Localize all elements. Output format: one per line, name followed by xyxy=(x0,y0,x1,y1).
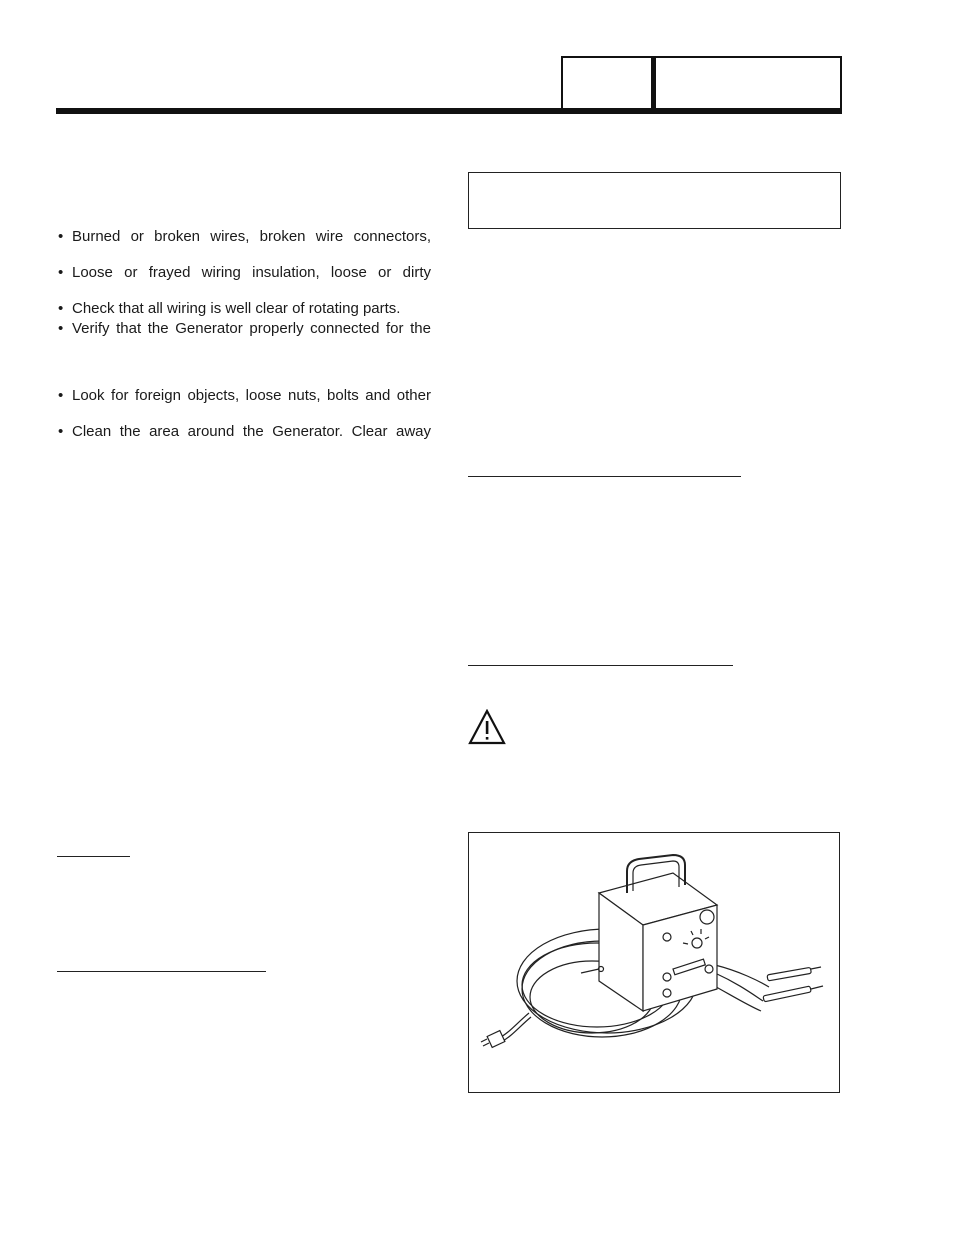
warning-triangle-icon xyxy=(468,709,506,745)
heading-underline xyxy=(468,665,733,666)
header-box-section xyxy=(561,56,653,110)
note-box xyxy=(468,172,841,229)
list-item xyxy=(58,264,431,282)
bullet-symbol: • xyxy=(58,423,64,440)
list-item xyxy=(58,320,431,338)
list-item-text: Burned or broken wires, broken wire connectors, xyxy=(72,228,431,245)
heading-underline xyxy=(468,476,741,477)
header-box-title xyxy=(653,56,842,110)
heading-underline xyxy=(57,971,266,972)
list-item-text: Clean the area around the Generator. Clear away xyxy=(72,423,431,440)
bullet-symbol: • xyxy=(58,300,64,317)
heading-underline xyxy=(57,856,130,857)
bullet-symbol: • xyxy=(58,228,64,245)
list-item-text: Look for foreign objects, loose nuts, bolts and other xyxy=(72,387,431,404)
bullet-symbol: • xyxy=(58,320,64,337)
list-item-text: Loose or frayed wiring insulation, loose or dirty xyxy=(72,264,431,281)
list-item xyxy=(58,300,431,318)
bullet-symbol: • xyxy=(58,264,64,281)
insulation-tester-illustration xyxy=(469,833,841,1094)
list-item xyxy=(58,423,431,441)
list-item xyxy=(58,387,431,405)
header-rule xyxy=(56,108,842,114)
list-item xyxy=(58,228,431,246)
figure-frame xyxy=(468,832,840,1093)
bullet-symbol: • xyxy=(58,387,64,404)
list-item-text: Check that all wiring is well clear of rotating parts. xyxy=(72,300,401,317)
list-item-text: Verify that the Generator properly connected for the xyxy=(72,320,431,337)
